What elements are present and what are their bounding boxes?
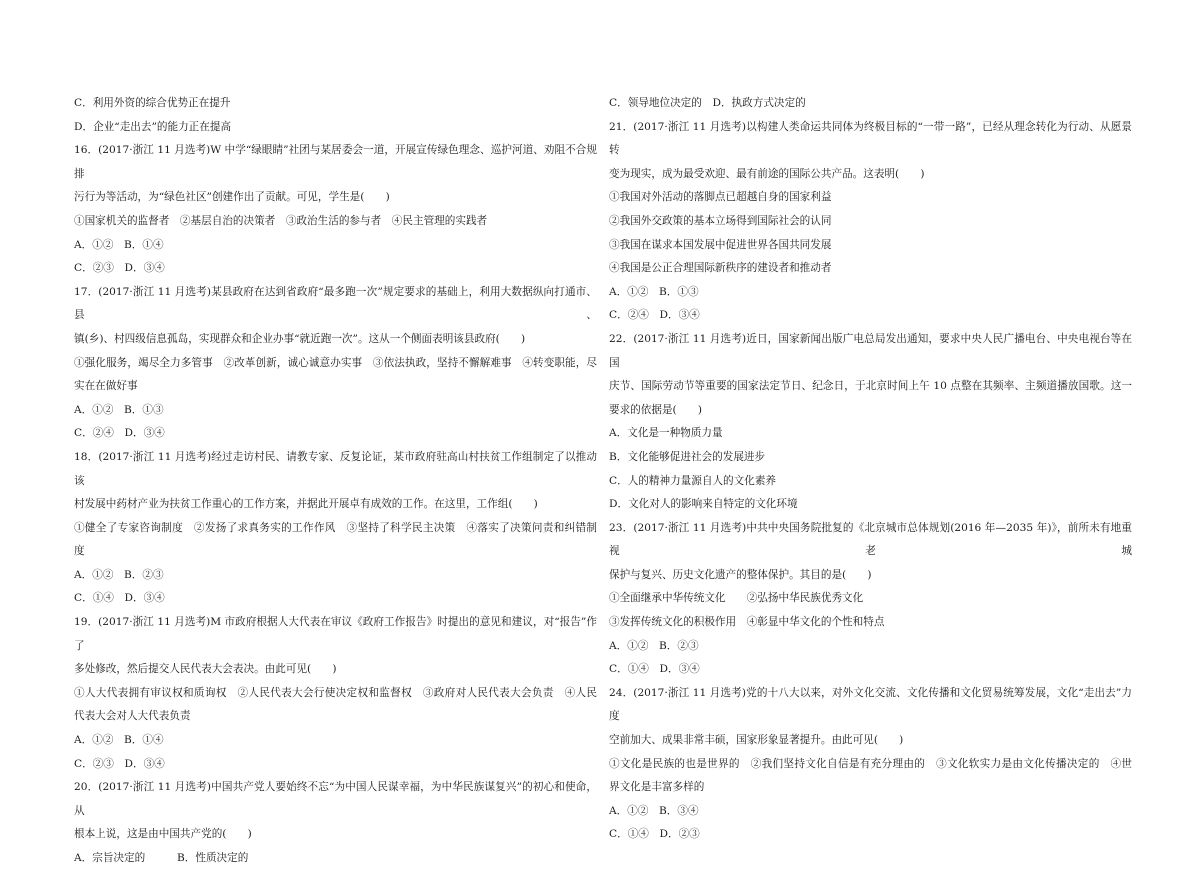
answer-options: A．①② B．②③ — [74, 568, 164, 581]
answer-options: A．①② B．①③ — [74, 403, 164, 416]
question-22-stem: 22．(2017·浙江 11 月选考)近日，国家新闻出版广电总局发出通知，要求中央人民广播电台、中央电视台等在国 — [609, 332, 1132, 369]
answer-options: C．②③ D．③④ — [74, 262, 165, 275]
text-line: C．人的精神力量源自人的文化素养 — [609, 474, 777, 487]
question-19-stem: 19．(2017·浙江 11 月选考)M 市政府根据人大代表在审议《政府工作报告》时提出的意见和建议，对“报告”作了 — [74, 616, 597, 652]
text-line: 界文化是丰富多样的 — [609, 781, 705, 794]
answer-options: A．①② B．①④ — [74, 734, 164, 747]
text-line: D．企业“走出去”的能力正在提高 — [74, 120, 232, 133]
answer-options: A．①② B．①④ — [74, 238, 164, 251]
text-line: 污行为等活动，为“绿色社区”创建作出了贡献。可见，学生是( ) — [74, 191, 390, 204]
text-line: ①我国对外活动的落脚点已超越自身的国家利益 — [609, 191, 832, 204]
text-line: 要求的依据是( ) — [609, 403, 703, 416]
text-line: 多处修改，然后提交人民代表大会表决。由此可见( ) — [74, 663, 337, 676]
question-16-stem: 16．(2017·浙江 11 月选考)W 中学“绿眼睛”社团与某居委会一道，开展宣传绿色理念、巡护河道、劝阻不合规排 — [74, 144, 597, 180]
answer-options: C．②④ D．③④ — [74, 427, 165, 440]
text-line: ③发挥传统文化的积极作用 ④彰显中华文化的个性和特点 — [609, 616, 885, 629]
text-line: ①健全了专家咨询制度 ②发扬了求真务实的工作作风 ③坚持了科学民主决策 ④落实了决策问责和纠错制 — [74, 521, 597, 534]
text-line: A．文化是一种物质力量 — [609, 427, 723, 440]
text-line: 实在在做好事 — [74, 380, 138, 393]
text-line: 空前加大、成果非常丰硕，国家形象显著提升。由此可见( ) — [609, 734, 904, 747]
answer-options: A．①② B．③④ — [609, 804, 699, 817]
text-line: D．文化对人的影响来自特定的文化环境 — [609, 498, 798, 511]
text-line: 庆节、国际劳动节等重要的国家法定节日、纪念日，于北京时间上午 10 点整在其频率、主频道播放国歌。这一 — [609, 380, 1132, 393]
text-line: ④我国是公正合理国际新秩序的建设者和推动者 — [609, 262, 832, 275]
left-column — [74, 92, 597, 871]
text-line: ③我国在谋求本国发展中促进世界各国共同发展 — [609, 238, 832, 251]
text-line: ①人大代表拥有审议权和质询权 ②人民代表大会行使决定权和监督权 ③政府对人民代表大会负责 ④人民 — [74, 686, 597, 699]
text-line: 镇(乡)、村四级信息孤岛，实现群众和企业办事“就近跑一次”。这从一个侧面表明该县政府( ) — [74, 332, 526, 345]
question-18-stem: 18．(2017·浙江 11 月选考)经过走访村民、请教专家、反复论证，某市政府驻高山村扶贫工作组制定了以推动该 — [74, 450, 597, 487]
answer-options: C．①④ D．③④ — [609, 663, 700, 676]
text-line: 变为现实，成为最受欢迎、最有前途的国际公共产品。这表明( ) — [609, 167, 925, 180]
answer-options: A．①② B．①③ — [609, 285, 699, 298]
answer-options: C．②③ D．③④ — [74, 757, 165, 770]
answer-options: C．领导地位决定的 D．执政方式决定的 — [609, 97, 806, 109]
question-17-stem: 17．(2017·浙江 11 月选考)某县政府在达到省政府“最多跑一次”规定要求的基础上，利用大数据纵向打通市、县、 — [74, 285, 597, 322]
answer-options: A．宗旨决定的 B．性质决定的 — [74, 852, 249, 864]
answer-options: C．①④ D．③④ — [74, 592, 165, 605]
answer-options: C．①④ D．②③ — [609, 828, 700, 841]
text-line: 村发展中药材产业为扶贫工作重心的工作方案，并据此开展卓有成效的工作。在这里，工作组( ) — [74, 498, 538, 511]
text-line: 代表大会对人大代表负责 — [74, 710, 191, 723]
answer-options: A．①② B．②③ — [609, 639, 699, 652]
answer-options: C．②④ D．③④ — [609, 309, 700, 322]
text-line: 根本上说，这是由中国共产党的( ) — [74, 828, 252, 841]
question-20-stem: 20．(2017·浙江 11 月选考)中国共产党人要始终不忘“为中国人民谋幸福，为中华民族谋复兴”的初心和使命，从 — [74, 781, 597, 817]
text-line: ②我国外交政策的基本立场得到国际社会的认同 — [609, 214, 832, 227]
text-line: 度 — [74, 545, 85, 558]
question-23-stem: 23．(2017·浙江 11 月选考)中共中央国务院批复的《北京城市总体规划(2016 年—2035 年)》，前所未有地重视老城 — [609, 521, 1132, 558]
question-21-stem: 21．(2017·浙江 11 月选考)以构建人类命运共同体为终极目标的“一带一路”，已经从理念转化为行动、从愿景转 — [609, 120, 1132, 157]
text-line: C．利用外资的综合优势正在提升 — [74, 97, 231, 109]
text-line: B．文化能够促进社会的发展进步 — [609, 450, 766, 463]
text-line: ①国家机关的监督者 ②基层自治的决策者 ③政治生活的参与者 ④民主管理的实践者 — [74, 214, 488, 227]
text-line: 保护与复兴、历史文化遗产的整体保护。其目的是( ) — [609, 568, 872, 581]
right-column — [609, 92, 1132, 847]
text-line: ①文化是民族的也是世界的 ②我们坚持文化自信是有充分理由的 ③文化软实力是由文化传播决定的 ④世 — [609, 757, 1132, 770]
text-line: ①强化服务，竭尽全力多管事 ②改革创新，诚心诚意办实事 ③依法执政，坚持不懈解难事 ④转变职能，尽 — [74, 356, 597, 369]
question-24-stem: 24．(2017·浙江 11 月选考)党的十八大以来，对外文化交流、文化传播和文化贸易统筹发展，文化“走出去”力度 — [609, 686, 1132, 723]
text-line: ①全面继承中华传统文化 ②弘扬中华民族优秀文化 — [609, 592, 864, 605]
